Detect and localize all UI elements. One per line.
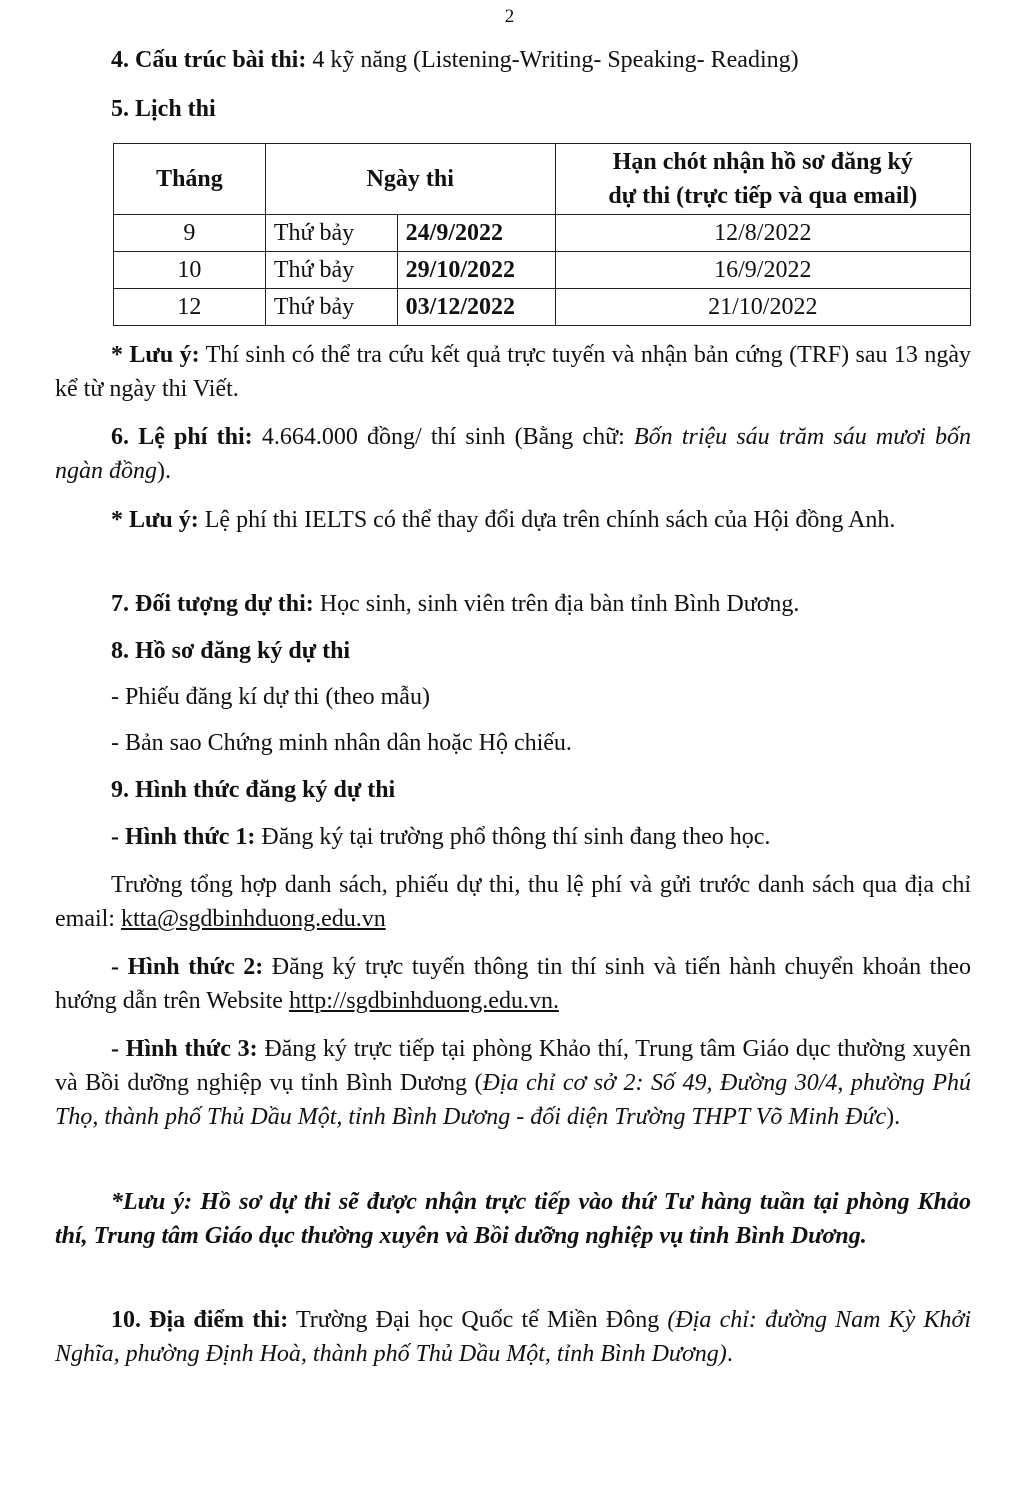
section-6-label: 6. Lệ phí thi: (111, 424, 253, 450)
header-deadline (555, 144, 970, 215)
note-2 (55, 503, 971, 537)
cell-deadline: 12/8/2022 (555, 215, 970, 252)
cell-weekday: Thứ bảy (265, 252, 397, 289)
header-month: Tháng (114, 144, 266, 215)
section-6-end: ). (157, 458, 171, 484)
method-3 (55, 1032, 971, 1134)
method-1-para: Trường tổng hợp danh sách, phiếu dự thi, thu lệ phí và gửi trước danh sách qua địa chỉ email: (55, 872, 971, 932)
section-9-label: 9. Hình thức đăng ký dự thi (111, 777, 396, 803)
note-1-label: * Lưu ý: (111, 342, 200, 368)
section-8-label: 8. Hồ sơ đăng ký dự thi (111, 638, 351, 664)
cell-month: 10 (114, 252, 266, 289)
section-8 (111, 635, 350, 668)
method-2 (55, 950, 971, 1018)
section-10-address: (Địa chỉ: đường Nam Kỳ Khởi Nghĩa, phường Định Hoà, thành phố Thủ Dầu Một, tỉnh Bình Dương) (55, 1307, 972, 1367)
cell-deadline: 16/9/2022 (555, 252, 970, 289)
note-2-text: Lệ phí thi IELTS có thể thay đổi dựa trên chính sách của Hội đồng Anh. (204, 507, 896, 533)
table-row (114, 215, 971, 252)
section-9 (111, 774, 395, 807)
page-number: 2 (504, 6, 515, 27)
list-item: - Bản sao Chứng minh nhân dân hoặc Hộ chiếu. (111, 730, 572, 756)
section-4 (111, 44, 799, 77)
method-3-label: - Hình thức 3: (111, 1036, 258, 1062)
section-10-text: Trường Đại học Quốc tế Miền Đông (295, 1307, 660, 1333)
note-3: *Lưu ý: Hồ sơ dự thi sẽ được nhận trực tiếp vào thứ Tư hàng tuần tại phòng Khảo thí, Trung tâm Giáo dục thường xuyên và Bồi dưỡng nghiệp vụ tỉnh Bình Dương. (55, 1189, 971, 1249)
cell-weekday: Thứ bảy (265, 215, 397, 252)
section-4-text: 4 kỹ năng (Listening-Writing- Speaking- Reading) (312, 47, 799, 73)
method-2-label: - Hình thức 2: (111, 954, 264, 980)
note-1 (55, 338, 971, 406)
cell-date: 24/9/2022 (397, 215, 555, 252)
method-2-text: Đăng ký trực tuyến thông tin thí sinh và tiến hành chuyển khoản theo hướng dẫn trên Website (55, 954, 971, 1014)
header-deadline-line1: Hạn chót nhận hồ sơ đăng ký (612, 149, 913, 175)
section-4-label: 4. Cấu trúc bài thi: (111, 47, 307, 73)
section-10-label: 10. Địa điểm thi: (111, 1307, 289, 1333)
method-3-address: Địa chỉ cơ sở 2: Số 49, Đường 30/4, phường Phú Thọ, thành phố Thủ Dầu Một, tỉnh Bình Dương - đối diện Trường THPT Võ Minh Đức (55, 1070, 971, 1130)
method-1-text: Đăng ký tại trường phổ thông thí sinh đang theo học. (261, 824, 771, 850)
section-7 (111, 588, 799, 621)
cell-weekday: Thứ bảy (265, 289, 397, 326)
section-7-text: Học sinh, sinh viên trên địa bàn tỉnh Bình Dương. (319, 591, 800, 617)
table-header-row (114, 144, 971, 215)
cell-deadline: 21/10/2022 (555, 289, 970, 326)
section-6-text: 4.664.000 đồng/ thí sinh (Bằng chữ: (261, 424, 625, 450)
section-7-label: 7. Đối tượng dự thi: (111, 591, 314, 617)
email-link[interactable]: ktta@sgdbinhduong.edu.vn (120, 906, 386, 932)
header-date: Ngày thi (265, 144, 555, 215)
note-2-label: * Lưu ý: (111, 507, 199, 533)
method-1 (111, 821, 770, 854)
header-deadline-line2: dự thi (trực tiếp và qua email) (608, 183, 918, 209)
note-1-text: Thí sinh có thể tra cứu kết quả trực tuyến và nhận bản cứng (TRF) sau 13 ngày kể từ ngày thi Viết. (55, 342, 972, 402)
cell-month: 9 (114, 215, 266, 252)
section-5-label: 5. Lịch thi (111, 96, 216, 122)
table-row (114, 289, 971, 326)
section-6-amount-in-words: Bốn triệu sáu trăm sáu mươi bốn ngàn đồng (55, 424, 972, 484)
website-link[interactable]: http://sgdbinhduong.edu.vn. (288, 988, 559, 1014)
cell-date: 29/10/2022 (397, 252, 555, 289)
section-6 (55, 420, 971, 488)
method-3-end: ). (886, 1104, 901, 1130)
exam-schedule-table (113, 143, 971, 326)
method-1-details (55, 868, 971, 936)
table-row (114, 252, 971, 289)
section-5 (111, 93, 216, 126)
method-1-label: - Hình thức 1: (111, 824, 256, 850)
section-10 (55, 1303, 971, 1371)
cell-month: 12 (114, 289, 266, 326)
cell-date: 03/12/2022 (397, 289, 555, 326)
section-10-end: . (726, 1341, 733, 1367)
list-item: - Phiếu đăng kí dự thi (theo mẫu) (111, 684, 430, 710)
method-3-text: Đăng ký trực tiếp tại phòng Khảo thí, Trung tâm Giáo dục thường xuyên và Bồi dưỡng nghiệp vụ tỉnh Bình Dương ( (55, 1036, 971, 1096)
